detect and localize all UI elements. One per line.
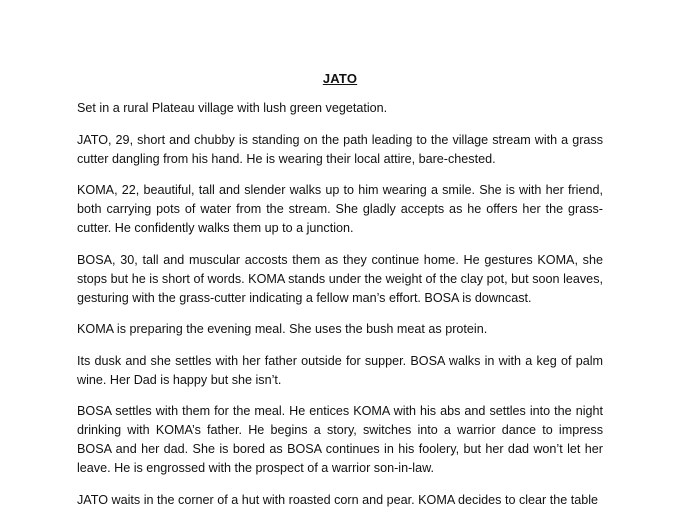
paragraph-evening-meal: KOMA is preparing the evening meal. She uses the bush meat as protein. [77,322,488,336]
paragraph-setting: Set in a rural Plateau village with lush green vegetation. [77,101,388,115]
paragraph-koma-intro: KOMA, 22, beautiful, tall and slender walks up to him wearing a smile. She is with her friend, both carrying pots of water from the stream. She gladly accepts as he offers her the grass-cutter. He confidently walks them up to a junction. [77,183,603,235]
paragraph-jato-intro: JATO, 29, short and chubby is standing on the path leading to the village stream with a grass cutter dangling from his hand. He is wearing their local attire, bare-chested. [77,132,603,166]
paragraph-jato-waits: JATO waits in the corner of a hut with roasted corn and pear. KOMA decides to clear the table [77,492,599,507]
paragraph-bosa-intro: BOSA, 30, tall and muscular accosts them as they continue home. He gestures KOMA, she stops but he is short of words. KOMA stands under the weight of the clay pot, but soon leaves, gesturing with the grass-cutter indicating a fellow man’s effort. BOSA is downcast. [77,252,603,305]
paragraph-dusk-supper: Its dusk and she settles with her father outside for supper. BOSA walks in with a keg of palm wine. Her Dad is happy but she isn’t. [77,353,603,387]
paragraph-bosa-meal: BOSA settles with them for the meal. He entices KOMA with his abs and settles into the night drinking with KOMA’s father. He begins a story, switches into a warrior dance to impress BOSA and her dad. She is bored as BOSA continues in his foolery, but her dad won’t let her leave. He is engrossed with the prospect of a warrior son-in-law. [77,404,603,475]
document-title: JATO [322,71,358,86]
document-body [77,99,603,522]
